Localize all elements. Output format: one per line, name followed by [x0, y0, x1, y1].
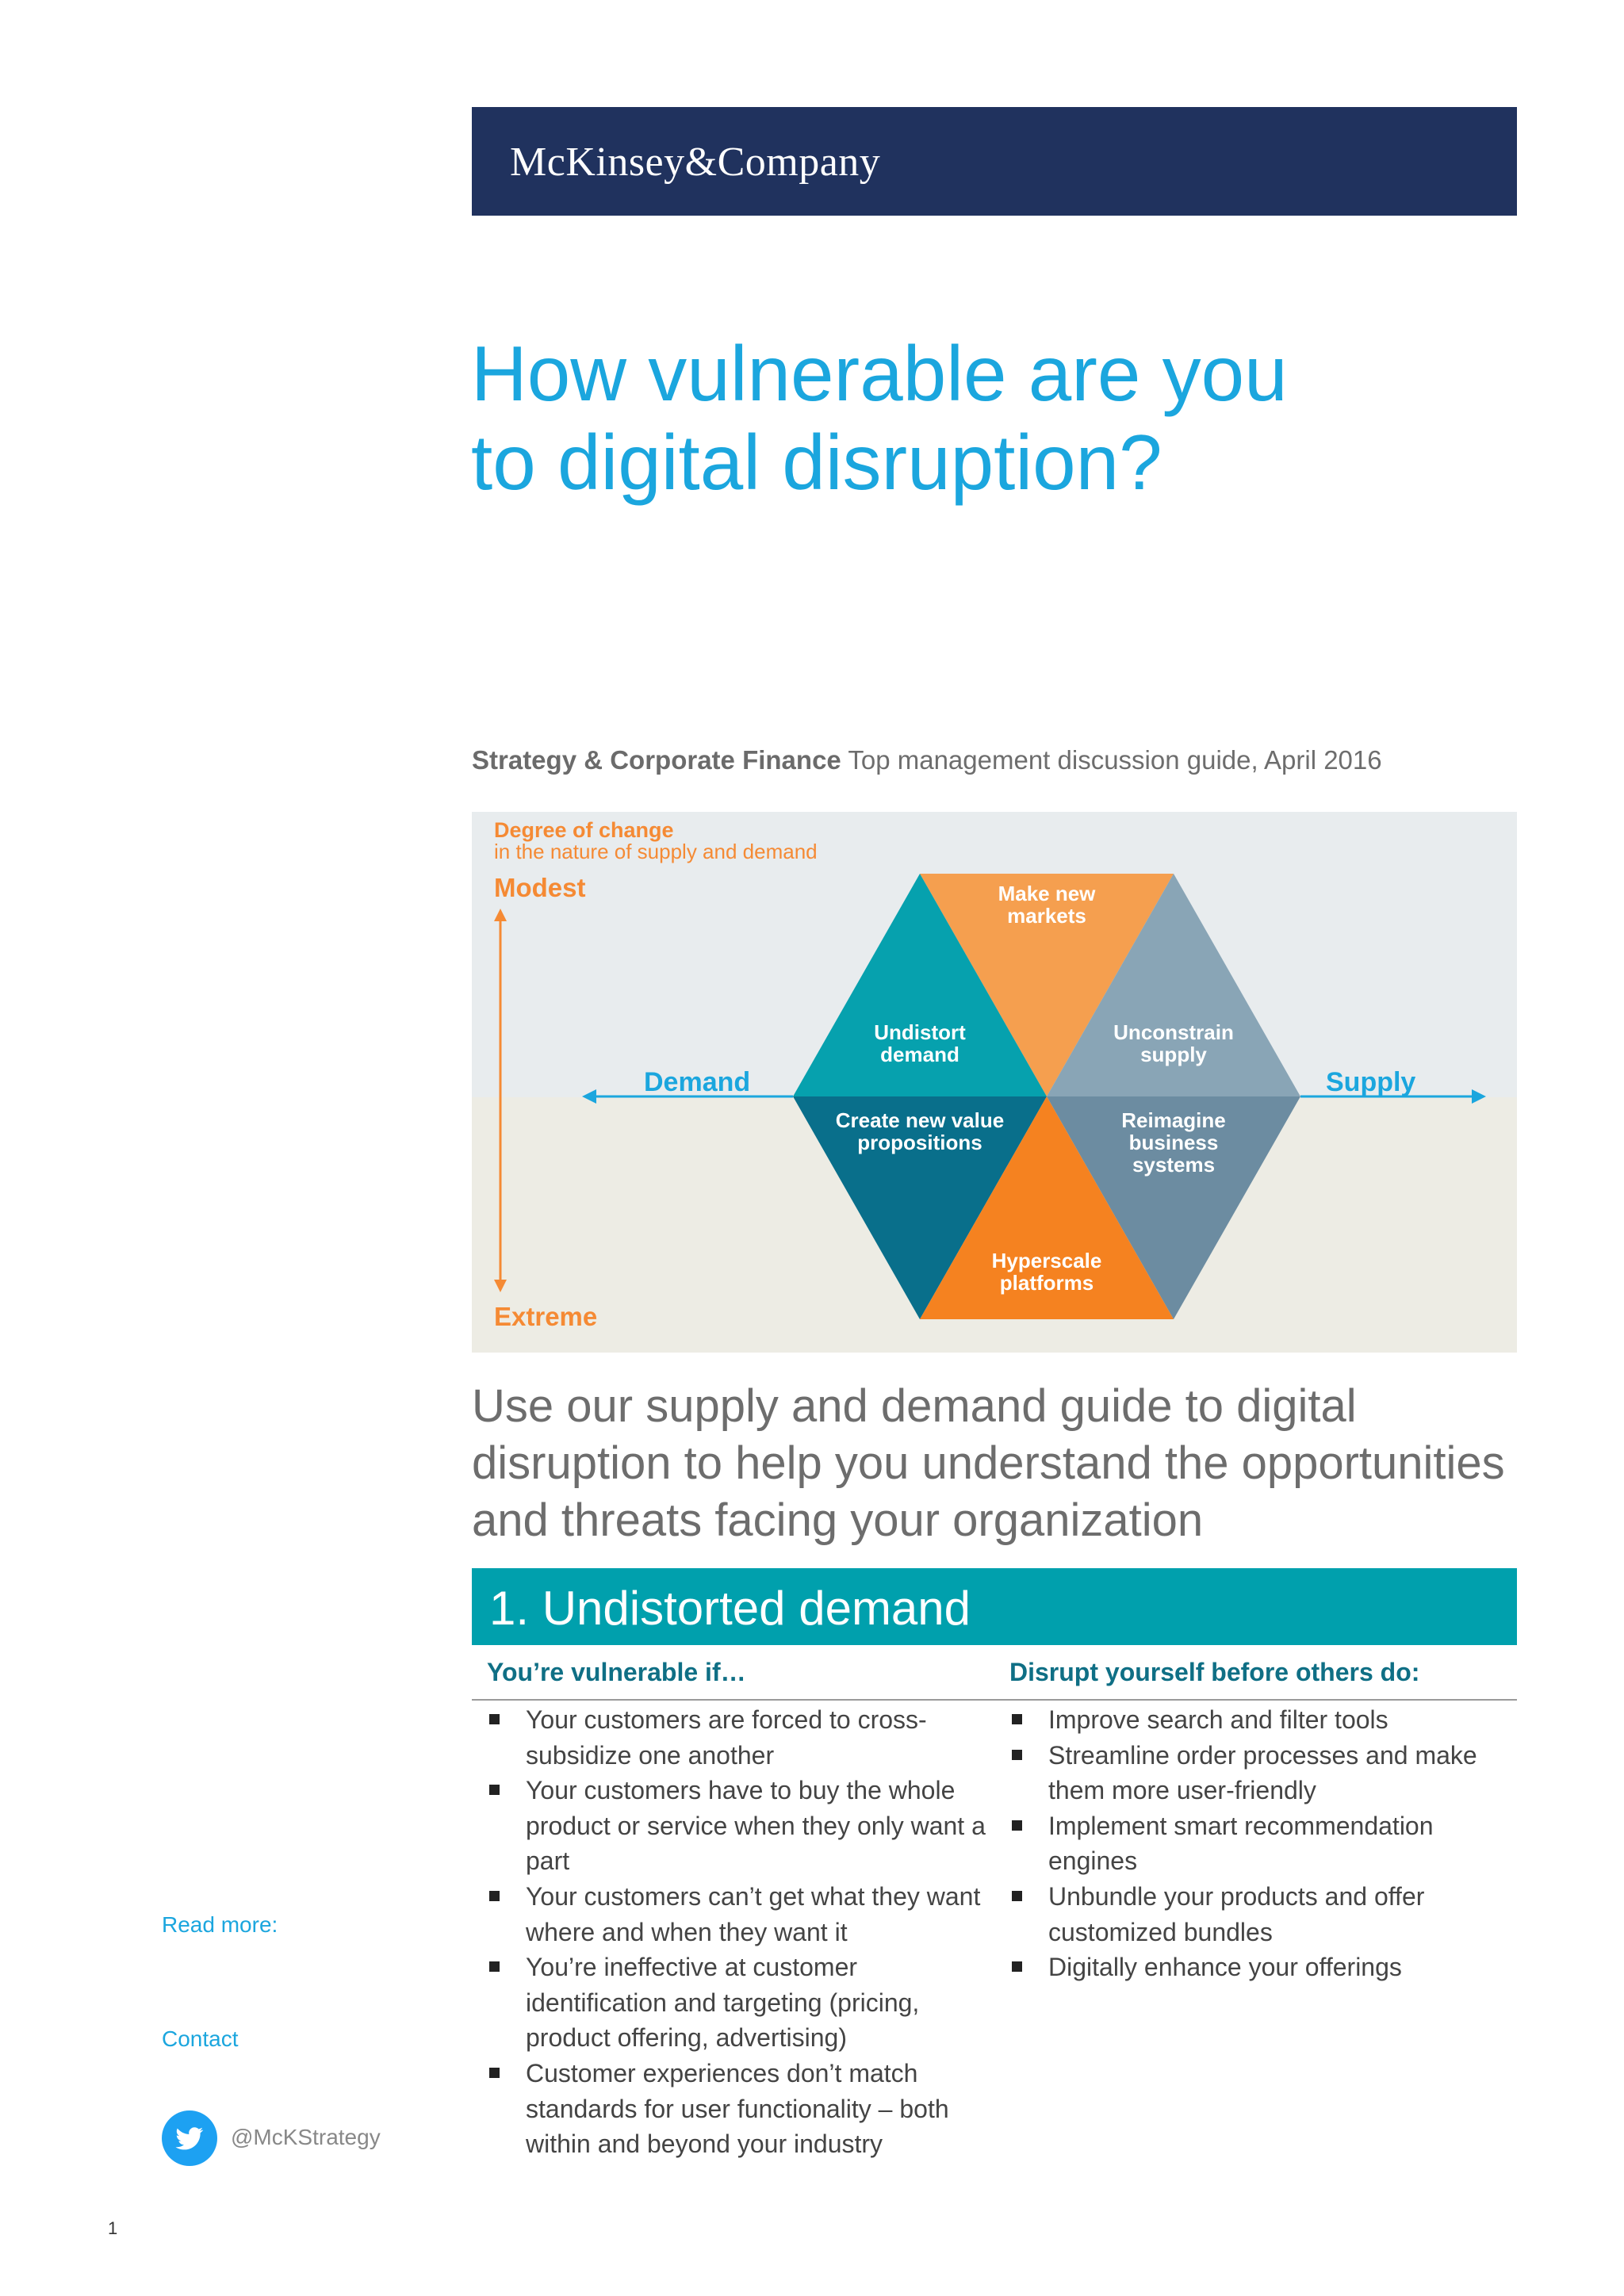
- bullet-icon: [489, 1961, 500, 1972]
- axis-label-demand: Demand: [644, 1067, 751, 1097]
- list-item: Digitally enhance your offerings: [994, 1950, 1518, 1985]
- disrupt-heading: Disrupt yourself before others do:: [1009, 1658, 1420, 1686]
- vulnerable-heading: You’re vulnerable if…: [487, 1658, 746, 1686]
- supply-demand-diagram: [472, 812, 1517, 1353]
- disrupt-list: [994, 1702, 1518, 1985]
- section-header-bar: [472, 1568, 1517, 1645]
- segment-label: Create new value propositions: [835, 1108, 1005, 1154]
- list-item: You’re ineffective at customer identification and targeting (pricing, product offering, advertising): [472, 1950, 995, 2056]
- practice-name: Strategy & Corporate Finance: [472, 745, 841, 775]
- guide-description: Top management discussion guide, April 2016: [848, 745, 1382, 775]
- title-line-2: to digital disruption?: [471, 419, 1162, 506]
- bullet-icon: [1012, 1961, 1022, 1972]
- read-more-link[interactable]: Read more:: [162, 1912, 278, 1937]
- subtitle: [472, 745, 1382, 775]
- title-line-1: How vulnerable are you: [471, 330, 1288, 417]
- intro-paragraph: Use our supply and demand guide to digital disruption to help you understand the opportunities and threats facing your organization: [472, 1380, 1505, 1546]
- section-title: 1. Undistorted demand: [489, 1582, 971, 1635]
- list-item: Streamline order processes and make them more user-friendly: [994, 1738, 1518, 1808]
- bullet-icon: [489, 1891, 500, 1901]
- page-number: 1: [108, 2218, 118, 2238]
- segment-label: Undistort demand: [874, 1020, 966, 1066]
- degree-of-change-title: Degree of change: [494, 818, 674, 842]
- bullet-icon: [489, 1785, 500, 1795]
- twitter-icon[interactable]: [162, 2110, 217, 2166]
- bullet-icon: [1012, 1714, 1022, 1724]
- segment-label: Unconstrain supply: [1113, 1020, 1234, 1066]
- heading-divider: [472, 1699, 1517, 1701]
- segment-label: Reimagine business systems: [1121, 1108, 1226, 1177]
- axis-label-modest: Modest: [494, 873, 586, 902]
- bullet-icon: [489, 1714, 500, 1724]
- bullet-icon: [1012, 1891, 1022, 1901]
- list-item: Unbundle your products and offer customized bundles: [994, 1879, 1518, 1950]
- axis-label-supply: Supply: [1326, 1067, 1416, 1097]
- list-item: Improve search and filter tools: [994, 1702, 1518, 1738]
- list-item: Your customers are forced to cross-subsidize one another: [472, 1702, 995, 1773]
- page-title: [471, 329, 1502, 507]
- header-bar: [472, 107, 1517, 216]
- company-logo: McKinsey&Company: [510, 140, 881, 185]
- bullet-icon: [1012, 1750, 1022, 1760]
- twitter-handle[interactable]: @McKStrategy: [231, 2125, 381, 2149]
- degree-of-change-subtitle: in the nature of supply and demand: [494, 840, 818, 863]
- bullet-icon: [489, 2068, 500, 2078]
- axis-label-extreme: Extreme: [494, 1302, 598, 1331]
- contact-link[interactable]: Contact: [162, 2026, 239, 2051]
- vulnerable-list: [472, 1702, 995, 2162]
- segment-label: Hyperscale platforms: [991, 1249, 1102, 1295]
- list-item: Your customers can’t get what they want where and when they want it: [472, 1879, 995, 1950]
- list-item: Implement smart recommendation engines: [994, 1808, 1518, 1879]
- bullet-icon: [1012, 1820, 1022, 1831]
- twitter-bird-icon: [162, 2110, 217, 2166]
- list-item: Your customers have to buy the whole product or service when they only want a part: [472, 1773, 995, 1879]
- segment-label: Make new markets: [998, 882, 1096, 928]
- list-item: Customer experiences don’t match standards for user functionality – both within and beyond your industry: [472, 2056, 995, 2162]
